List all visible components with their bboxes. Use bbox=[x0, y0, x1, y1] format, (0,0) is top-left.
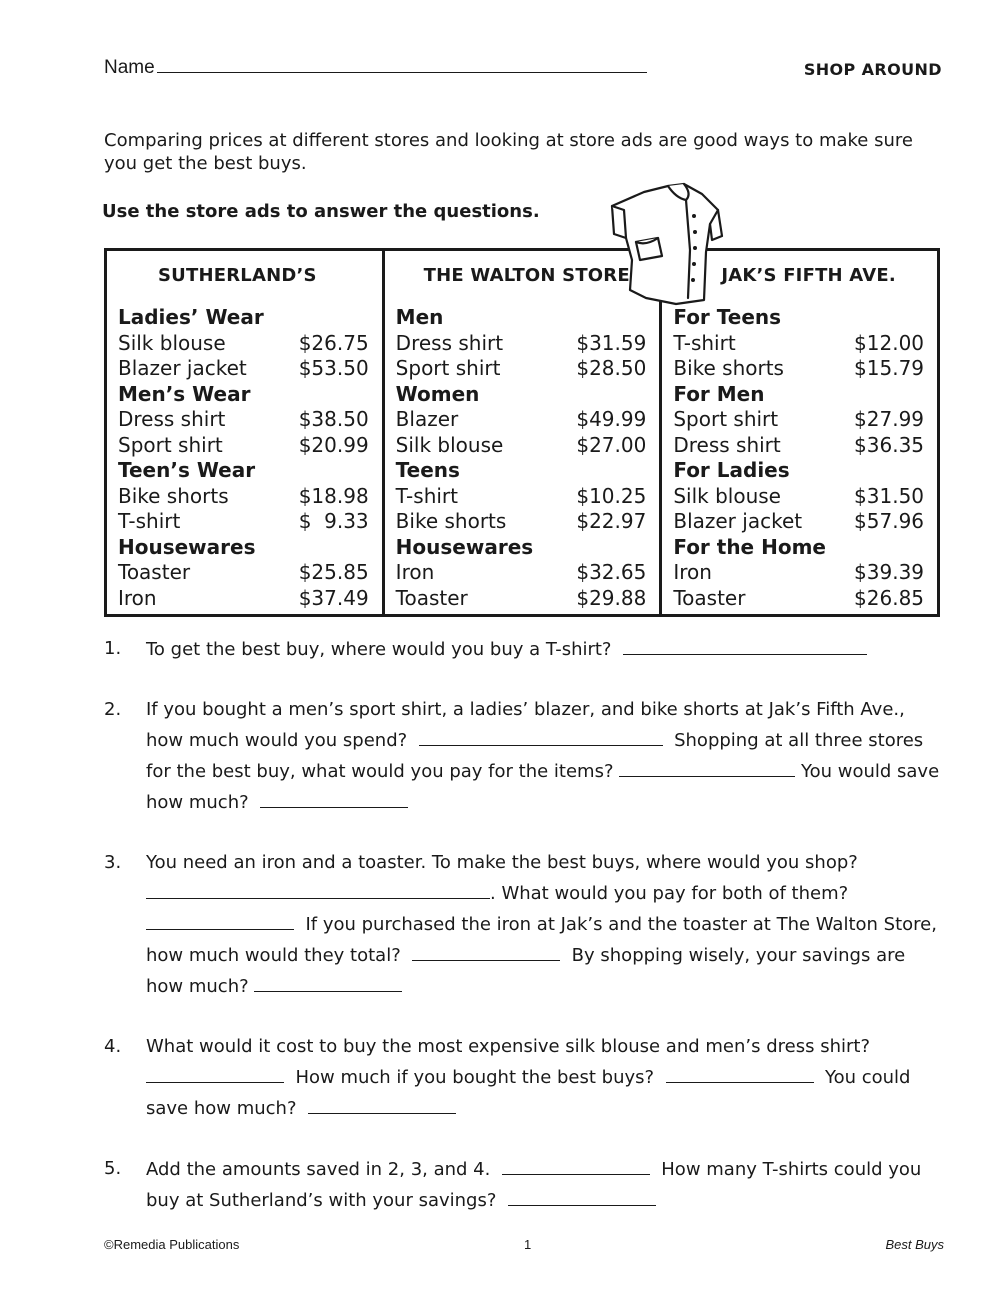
item-name: Dress shirt bbox=[395, 330, 504, 355]
item-price: $53.50 bbox=[298, 356, 369, 380]
answer-blank[interactable] bbox=[146, 878, 490, 899]
question-text: If you bought a men’s sport shirt, a ladies’ blazer, and bike shorts at Jak’s Fifth Ave., how much would you spend? bbox=[146, 699, 905, 751]
item-row bbox=[673, 509, 924, 535]
question-text: . What would you pay for both of them? bbox=[490, 883, 849, 904]
item-name: Toaster bbox=[118, 560, 191, 584]
item-row bbox=[118, 433, 369, 459]
item-row bbox=[673, 560, 924, 586]
name-label: Name bbox=[104, 57, 155, 78]
item-name: Silk blouse bbox=[118, 330, 226, 355]
item-price: $49.99 bbox=[576, 407, 647, 431]
item-name: Blazer jacket bbox=[673, 509, 803, 533]
store-name: THE WALTON STORE bbox=[423, 265, 630, 286]
category-label: Men’s Wear bbox=[118, 381, 251, 406]
item-row bbox=[118, 560, 369, 586]
item-row bbox=[673, 586, 924, 612]
answer-blank[interactable] bbox=[502, 1154, 650, 1175]
answer-blank[interactable] bbox=[146, 1062, 284, 1083]
item-name: Iron bbox=[673, 560, 712, 584]
category-heading bbox=[396, 305, 647, 331]
item-row bbox=[396, 433, 647, 459]
name-field-row bbox=[104, 54, 647, 79]
category-label: For Men bbox=[673, 381, 765, 406]
item-name: Sport shirt bbox=[395, 356, 501, 380]
item-name: Silk blouse bbox=[395, 432, 504, 457]
item-name: Sport shirt bbox=[673, 407, 779, 431]
answer-blank[interactable] bbox=[254, 971, 402, 992]
answer-blank[interactable] bbox=[419, 725, 663, 746]
item-price: $26.85 bbox=[854, 585, 925, 610]
item-name: Toaster bbox=[395, 585, 468, 610]
item-name: T-shirt bbox=[118, 509, 181, 533]
item-name: Bike shorts bbox=[395, 509, 507, 533]
category-heading bbox=[396, 382, 647, 408]
item-row bbox=[673, 331, 924, 357]
page-title: SHOP AROUND bbox=[803, 60, 942, 79]
question-text: You would save how much? bbox=[146, 761, 940, 813]
answer-blank[interactable] bbox=[619, 756, 795, 777]
footer-page-number: 1 bbox=[524, 1237, 532, 1252]
category-heading bbox=[118, 535, 369, 561]
item-price: $26.75 bbox=[298, 330, 369, 355]
category-heading bbox=[118, 382, 369, 408]
category-heading bbox=[396, 535, 647, 561]
item-row bbox=[118, 407, 369, 433]
category-heading bbox=[673, 382, 924, 408]
item-name: Dress shirt bbox=[118, 407, 226, 431]
footer-publisher: ©Remedia Publications bbox=[104, 1237, 240, 1252]
item-row bbox=[118, 509, 369, 535]
answer-blank[interactable] bbox=[666, 1062, 814, 1083]
question-4 bbox=[104, 1032, 944, 1124]
category-label: Housewares bbox=[118, 534, 256, 559]
item-row bbox=[118, 586, 369, 612]
category-heading bbox=[673, 458, 924, 484]
item-row bbox=[673, 356, 924, 382]
category-heading bbox=[118, 458, 369, 484]
category-label: Ladies’ Wear bbox=[118, 305, 264, 329]
item-price: $31.59 bbox=[576, 330, 647, 355]
item-name: Dress shirt bbox=[673, 432, 781, 457]
category-heading bbox=[673, 535, 924, 561]
category-label: Housewares bbox=[395, 534, 534, 559]
item-name: T-shirt bbox=[395, 483, 458, 508]
question-text: How much if you bought the best buys? bbox=[295, 1067, 655, 1088]
question-2 bbox=[104, 695, 944, 818]
item-row bbox=[396, 331, 647, 357]
item-price: $25.85 bbox=[298, 560, 369, 584]
question-text: What would it cost to buy the most expensive silk blouse and men’s dress shirt? bbox=[146, 1036, 871, 1057]
category-label: For Teens bbox=[673, 305, 782, 329]
answer-blank[interactable] bbox=[146, 909, 294, 930]
item-row bbox=[396, 509, 647, 535]
question-3 bbox=[104, 848, 944, 1002]
item-row bbox=[673, 433, 924, 459]
answer-blank[interactable] bbox=[308, 1093, 456, 1114]
item-price: $31.50 bbox=[854, 483, 925, 508]
item-row bbox=[396, 484, 647, 510]
item-row bbox=[396, 407, 647, 433]
item-price: $39.39 bbox=[854, 560, 925, 584]
answer-blank[interactable] bbox=[412, 940, 560, 961]
item-price: $36.35 bbox=[854, 432, 925, 457]
item-price: $57.96 bbox=[854, 509, 925, 533]
item-price: $27.99 bbox=[854, 407, 925, 431]
answer-blank[interactable] bbox=[260, 787, 408, 808]
item-name: Iron bbox=[395, 560, 435, 584]
question-number: 1. bbox=[104, 638, 122, 659]
item-name: Sport shirt bbox=[118, 432, 223, 457]
store-name: SUTHERLAND’S bbox=[158, 265, 317, 286]
item-row bbox=[396, 560, 647, 586]
item-price: $32.65 bbox=[576, 560, 647, 584]
item-price: $18.98 bbox=[298, 483, 369, 508]
item-row bbox=[118, 356, 369, 382]
item-price: $20.99 bbox=[298, 432, 369, 457]
question-number: 3. bbox=[104, 852, 122, 873]
item-price: $37.49 bbox=[298, 585, 369, 610]
question-text: How many T-shirts could you buy at Sutherland’s with your savings? bbox=[146, 1159, 922, 1211]
question-number: 2. bbox=[104, 699, 122, 720]
category-heading bbox=[673, 305, 924, 331]
item-price: $38.50 bbox=[298, 407, 369, 431]
item-price: $27.00 bbox=[576, 432, 647, 457]
item-row bbox=[118, 331, 369, 357]
item-row bbox=[673, 484, 924, 510]
name-blank[interactable] bbox=[157, 54, 647, 73]
item-row bbox=[118, 484, 369, 510]
question-text: Add the amounts saved in 2, 3, and 4. bbox=[146, 1159, 491, 1180]
question-number: 5. bbox=[104, 1158, 122, 1179]
category-label: For the Home bbox=[673, 534, 826, 559]
item-name: T-shirt bbox=[673, 330, 736, 355]
intro-paragraph: Comparing prices at different stores and looking at store ads are good ways to make sure you get the best buys. bbox=[104, 130, 913, 174]
category-label: Teen’s Wear bbox=[118, 458, 256, 482]
question-5 bbox=[104, 1154, 944, 1216]
question-text: To get the best buy, where would you buy a T-shirt? bbox=[146, 639, 612, 660]
category-heading bbox=[396, 458, 647, 484]
item-name: Blazer bbox=[395, 407, 459, 431]
instruction-text: Use the store ads to answer the questions. bbox=[102, 201, 540, 222]
question-text: Shopping at all three stores for the best buy, what would you pay for the items? bbox=[146, 730, 924, 782]
question-text: By shopping wisely, your savings are how much? bbox=[146, 945, 906, 997]
item-price: $22.97 bbox=[576, 509, 647, 533]
item-name: Iron bbox=[118, 585, 157, 610]
item-price: $28.50 bbox=[576, 356, 647, 380]
category-label: Men bbox=[395, 305, 444, 329]
item-name: Toaster bbox=[673, 585, 746, 610]
answer-blank[interactable] bbox=[508, 1185, 656, 1206]
item-row bbox=[396, 356, 647, 382]
questions-list bbox=[104, 634, 944, 1216]
question-text: You could save how much? bbox=[146, 1067, 911, 1119]
question-number: 4. bbox=[104, 1036, 122, 1057]
item-price: $29.88 bbox=[576, 585, 647, 610]
item-name: Bike shorts bbox=[673, 356, 784, 380]
item-price: $10.25 bbox=[576, 483, 647, 508]
question-text: You need an iron and a toaster. To make the best buys, where would you shop? bbox=[146, 852, 858, 873]
shirt-illustration-icon bbox=[606, 180, 724, 308]
item-price: $ 9.33 bbox=[298, 509, 369, 533]
store-sutherlands bbox=[107, 251, 382, 614]
item-price: $12.00 bbox=[854, 330, 925, 355]
category-heading bbox=[118, 305, 369, 331]
item-name: Silk blouse bbox=[673, 483, 781, 508]
question-text: If you purchased the iron at Jak’s and the toaster at The Walton Store, how much would they total? bbox=[146, 914, 937, 966]
store-name: JAK’S FIFTH AVE. bbox=[721, 265, 896, 286]
item-name: Bike shorts bbox=[118, 483, 229, 508]
item-row bbox=[673, 407, 924, 433]
footer-book-title: Best Buys bbox=[885, 1237, 944, 1252]
item-row bbox=[396, 586, 647, 612]
answer-blank[interactable] bbox=[623, 634, 867, 655]
item-name: Blazer jacket bbox=[118, 356, 247, 380]
item-price: $15.79 bbox=[854, 356, 925, 380]
category-label: Teens bbox=[395, 458, 460, 482]
store-ads-table bbox=[104, 248, 940, 617]
category-label: For Ladies bbox=[673, 458, 790, 482]
category-label: Women bbox=[395, 381, 480, 406]
question-1 bbox=[104, 634, 944, 665]
